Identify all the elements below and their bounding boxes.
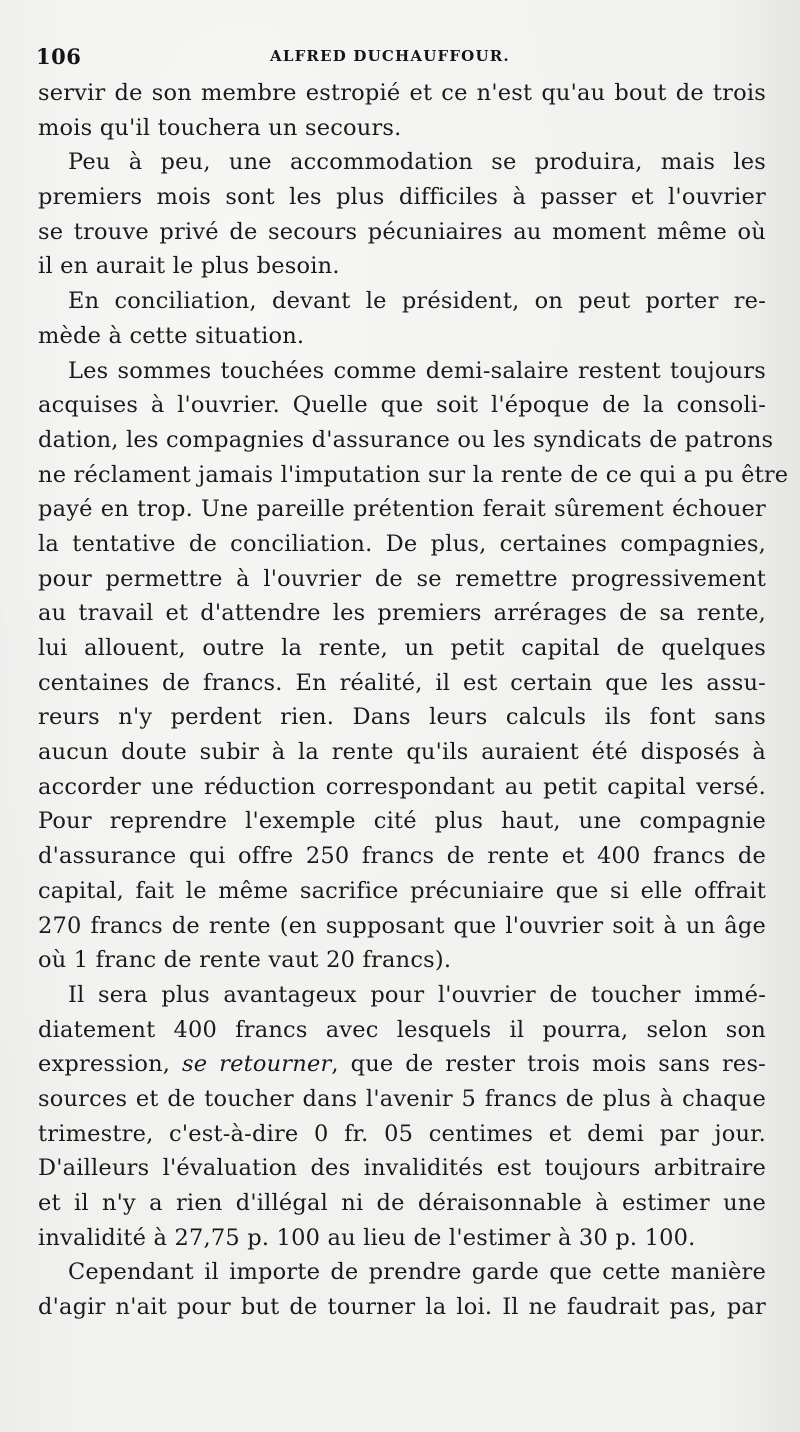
paragraph-6 bbox=[38, 1255, 766, 1324]
paragraph-5 bbox=[38, 978, 766, 1256]
text-line: et il n'y a rien d'illégal ni de déraisonnable à estimer une bbox=[38, 1190, 766, 1216]
text-line: invalidité à 27,75 p. 100 au lieu de l'estimer à 30 p. 100. bbox=[38, 1224, 696, 1251]
text-line: servir de son membre estropié et ce n'est qu'au bout de trois bbox=[38, 80, 766, 106]
page-number: 106 bbox=[36, 44, 82, 69]
text-line: sources et de toucher dans l'avenir 5 francs de plus à chaque bbox=[38, 1085, 766, 1112]
text-fragment: expression, bbox=[38, 1051, 183, 1078]
text-line: Cependant il importe de prendre garde que cette manière bbox=[68, 1259, 766, 1286]
text-line: premiers mois sont les plus difficiles à passer et l'ouvrier bbox=[38, 184, 766, 211]
text-line: Peu à peu, une accommodation se produira, mais les bbox=[68, 149, 766, 176]
text-line: d'agir n'ait pour but de tourner la loi. Il ne faudrait pas, par bbox=[38, 1294, 766, 1321]
text-line: payé en trop. Une pareille prétention ferait sûrement échouer bbox=[38, 496, 766, 523]
paragraph-1 bbox=[38, 76, 766, 145]
italic-phrase: se retourner bbox=[182, 1051, 332, 1078]
text-line: En conciliation, devant le président, on peut porter re- bbox=[68, 288, 766, 315]
text-line: se trouve privé de secours pécuniaires au moment même où bbox=[38, 218, 766, 245]
text-line: au travail et d'attendre les premiers arrérages de sa rente, bbox=[38, 600, 766, 627]
text-line: d'assurance qui offre 250 francs de rente et 400 francs de bbox=[38, 843, 766, 870]
paragraph-3 bbox=[38, 284, 766, 353]
paragraph-2 bbox=[38, 145, 766, 284]
paragraph-4 bbox=[38, 354, 789, 978]
text-line: centaines de francs. En réalité, il est certain que les assu- bbox=[38, 669, 766, 696]
text-line: ne réclament jamais l'imputation sur la rente de ce qui a pu être bbox=[38, 461, 789, 488]
text-line: reurs n'y perdent rien. Dans leurs calculs ils font sans bbox=[38, 704, 766, 731]
text-line: lui allouent, outre la rente, un petit capital de quelques bbox=[38, 635, 766, 661]
text-line: aucun doute subir à la rente qu'ils auraient été disposés à bbox=[38, 739, 766, 766]
text-line: où 1 franc de rente vaut 20 francs). bbox=[38, 947, 452, 974]
text-line: trimestre, c'est-à-dire 0 fr. 05 centimes et demi par jour. bbox=[38, 1120, 766, 1147]
text-line-with-italic bbox=[38, 1047, 766, 1082]
text-line: dation, les compagnies d'assurance ou les syndicats de patrons bbox=[38, 426, 774, 453]
page-header bbox=[36, 44, 766, 74]
body-text bbox=[38, 76, 789, 1325]
text-line: pour permettre à l'ouvrier de se remettre progressivement bbox=[38, 565, 766, 592]
text-line: mède à cette situation. bbox=[38, 322, 305, 349]
running-head: ALFRED DUCHAUFFOUR. bbox=[270, 47, 510, 65]
text-fragment: , que de rester trois mois sans res- bbox=[331, 1051, 766, 1078]
text-line: D'ailleurs l'évaluation des invalidités est toujours arbitraire bbox=[38, 1155, 766, 1182]
text-line: il en aurait le plus besoin. bbox=[38, 253, 340, 280]
text-line: 270 francs de rente (en supposant que l'ouvrier soit à un âge bbox=[38, 912, 766, 939]
text-line: acquises à l'ouvrier. Quelle que soit l'époque de la consoli- bbox=[38, 392, 766, 419]
text-line: accorder une réduction correspondant au petit capital versé. bbox=[38, 773, 766, 800]
text-line: Il sera plus avantageux pour l'ouvrier de toucher immé- bbox=[68, 981, 766, 1008]
text-line: diatement 400 francs avec lesquels il pourra, selon son bbox=[38, 1016, 766, 1043]
text-line: Les sommes touchées comme demi-salaire restent toujours bbox=[68, 357, 766, 384]
text-line: la tentative de conciliation. De plus, certaines compagnies, bbox=[38, 530, 766, 557]
text-line: mois qu'il touchera un secours. bbox=[38, 114, 402, 141]
text-line: Pour reprendre l'exemple cité plus haut, une compagnie bbox=[38, 808, 766, 835]
text-line: capital, fait le même sacrifice précuniaire que si elle offrait bbox=[38, 877, 766, 904]
